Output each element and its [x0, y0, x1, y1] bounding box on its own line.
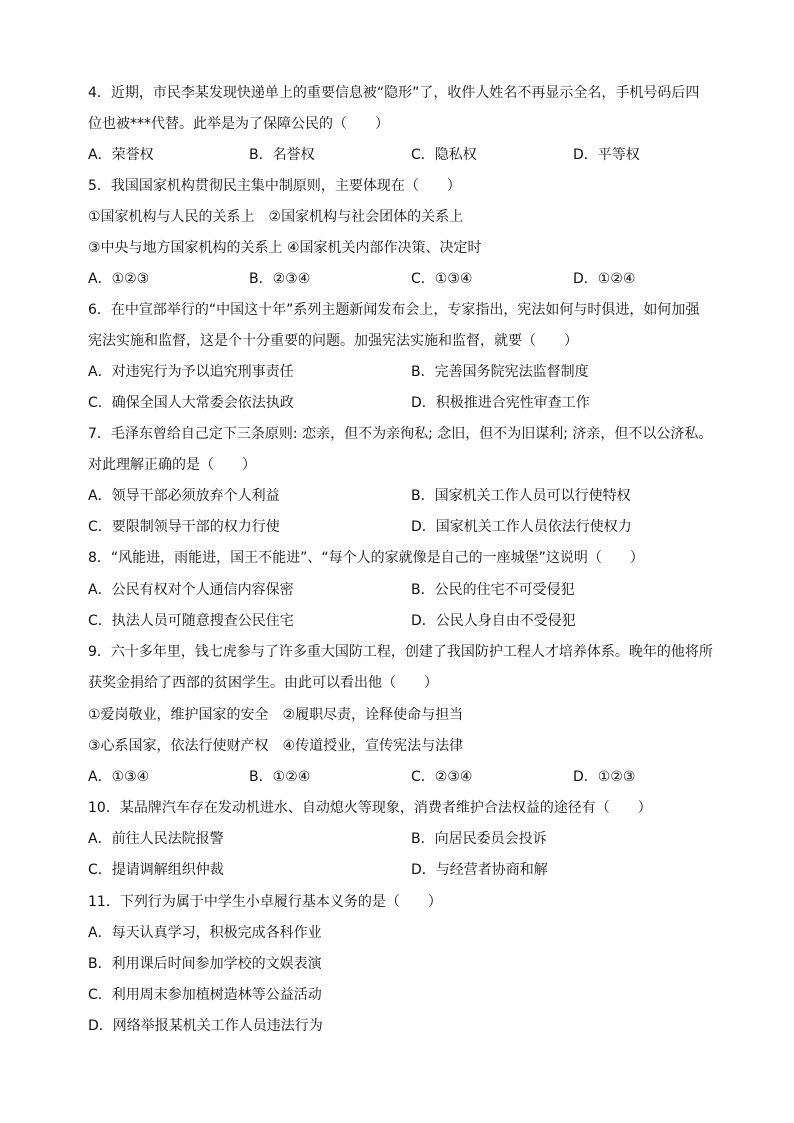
q7-stem-line-1: 7．毛泽东曾给自己定下三条原则: 恋亲，但不为亲徇私; 念旧，但不为旧谋利; 济亲，但不以公济私。: [88, 426, 713, 442]
q10-option-c: C．提请调解组织仲裁: [88, 862, 224, 878]
q7-option-b: B．国家机关工作人员可以行使特权: [411, 488, 631, 504]
q5-stem-line-2: ①国家机构与人民的关系上 ②国家机构与社会团体的关系上: [88, 209, 464, 225]
q6-option-d: D．积极推进合宪性审查工作: [411, 395, 590, 411]
q10-option-b: B．向居民委员会投诉: [411, 831, 547, 847]
q11-option-d: D．网络举报某机关工作人员违法行为: [88, 1018, 323, 1034]
q7-stem-line-2: 对此理解正确的是（ ）: [88, 457, 256, 473]
q9-option-d: D．①②③: [573, 769, 636, 785]
q8-option-c: C．执法人员可随意搜查公民住宅: [88, 613, 294, 629]
q7-option-d: D．国家机关工作人员依法行使权力: [411, 519, 632, 535]
q8-option-a: A．公民有权对个人通信内容保密: [88, 582, 294, 598]
q11-option-a: A．每天认真学习，积极完成各科作业: [88, 925, 322, 941]
q6-stem-line-1: 6．在中宣部举行的“中国这十年”系列主题新闻发布会上，专家指出，宪法如何与时俱进，如何加强: [88, 302, 700, 318]
q10-option-d: D．与经营者协商和解: [411, 862, 548, 878]
q5-stem-line-3: ③中央与地方国家机构的关系上 ④国家机关内部作决策、决定时: [88, 240, 482, 256]
q7-option-a: A．领导干部必须放弃个人利益: [88, 488, 280, 504]
q5-option-d: D．①②④: [573, 271, 636, 287]
q6-stem-line-2: 宪法实施和监督，这是个十分重要的问题。加强宪法实施和监督，就要（ ）: [88, 333, 578, 349]
q11-option-b: B．利用课后时间参加学校的文娱表演: [88, 956, 322, 972]
q5-stem-line-1: 5．我国国家机构贯彻民主集中制原则，主要体现在（ ）: [88, 178, 461, 194]
q5-option-c: C．①③④: [411, 271, 473, 287]
q9-option-c: C．②③④: [411, 769, 473, 785]
q9-stem-line-2: 获奖金捐给了西部的贫困学生。由此可以看出他（ ）: [88, 675, 438, 691]
q8-stem-line-1: 8．“风能进，雨能进，国王不能进”、“每个人的家就像是自己的一座城堡”这说明（ ）: [88, 550, 644, 566]
q5-option-b: B．②③④: [249, 271, 311, 287]
q4-stem-line-2: 位也被***代替。此举是为了保障公民的（ ）: [88, 116, 389, 132]
q6-option-b: B．完善国务院宪法监督制度: [411, 364, 589, 380]
q5-option-a: A．①②③: [88, 271, 150, 287]
q10-stem-line-1: 10．某品牌汽车存在发动机进水、自动熄火等现象，消费者维护合法权益的途径有（ ）: [88, 800, 652, 816]
q9-stem-line-4: ③心系国家，依法行使财产权 ④传道授业，宣传宪法与法律: [88, 738, 464, 754]
q11-option-c: C．利用周末参加植树造林等公益活动: [88, 987, 322, 1003]
q4-option-a: A．荣誉权: [88, 147, 154, 163]
q8-option-b: B．公民的住宅不可受侵犯: [411, 582, 575, 598]
q6-option-a: A．对违宪行为予以追究刑事责任: [88, 364, 294, 380]
q10-option-a: A．前往人民法院报警: [88, 831, 224, 847]
q9-stem-line-3: ①爱岗敬业，维护国家的安全 ②履职尽责，诠释使命与担当: [88, 707, 464, 723]
q4-option-b: B．名誉权: [249, 147, 315, 163]
q9-stem-line-1: 9．六十多年里，钱七虎参与了许多重大国防工程，创建了我国防护工程人才培养体系。晚年的他将所: [88, 644, 713, 660]
q4-option-d: D．平等权: [573, 147, 640, 163]
q8-option-d: D．公民人身自由不受侵犯: [411, 613, 576, 629]
q4-option-c: C．隐私权: [411, 147, 477, 163]
q9-option-b: B．①②④: [249, 769, 311, 785]
q6-option-c: C．确保全国人大常委会依法执政: [88, 395, 294, 411]
q11-stem-line-1: 11．下列行为属于中学生小卓履行基本义务的是（ ）: [88, 894, 442, 910]
q4-stem-line-1: 4．近期，市民李某发现快递单上的重要信息被“隐形”了，收件人姓名不再显示全名，手机号码后四: [88, 85, 700, 101]
q9-option-a: A．①③④: [88, 769, 150, 785]
q7-option-c: C．要限制领导干部的权力行使: [88, 519, 280, 535]
